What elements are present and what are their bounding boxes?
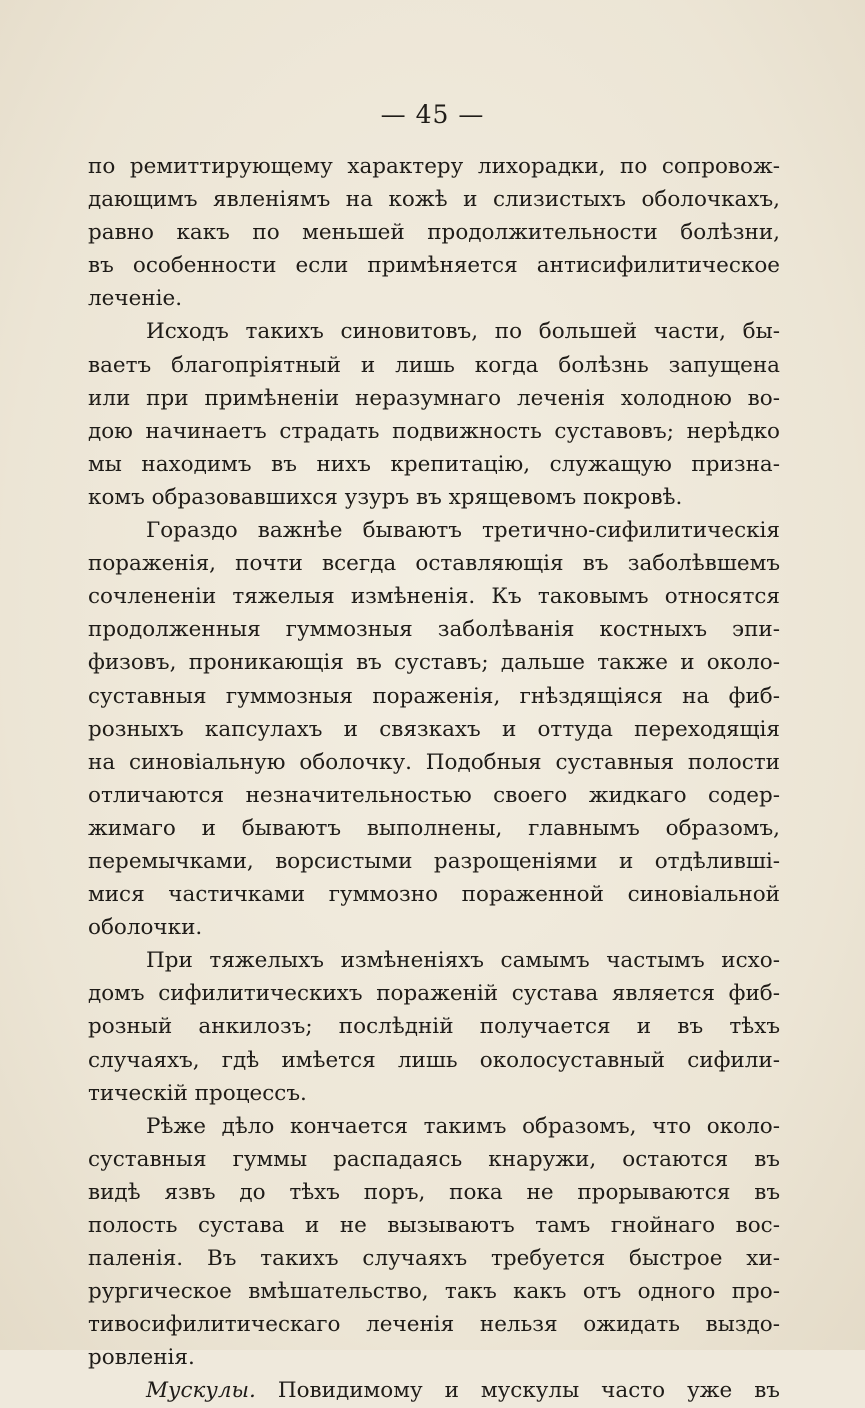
text-line: ваетъ благопріятный и лишь когда болѣзнь запущена (88, 352, 780, 378)
text-line: дающимъ явленіямъ на кожѣ и слизистыхъ оболочкахъ, (88, 187, 780, 213)
text-line: мы находимъ въ нихъ крепитацію, служащую призна- (88, 451, 780, 477)
paragraph (88, 1110, 780, 1375)
text-line: При тяжелыхъ измѣненіяхъ самымъ частымъ исхо- (146, 948, 780, 974)
text-line: оболочки. (88, 915, 203, 941)
text-line: Исходъ такихъ синовитовъ, по большей части, бы- (146, 319, 780, 345)
text-line: сочлененіи тяжелыя измѣненія. Къ таковымъ относятся (88, 584, 780, 610)
paragraph (88, 514, 780, 944)
text-line: Гораздо важнѣе бываютъ третично-сифилитическія (146, 518, 780, 544)
text-line: равно какъ по меньшей продолжительности болѣзни, (88, 220, 780, 246)
section-heading: Мускулы. (146, 1378, 256, 1404)
text-line: видѣ язвъ до тѣхъ поръ, пока не прорываются въ (88, 1179, 780, 1205)
text-line: комъ образовавшихся узуръ въ хрящевомъ покровѣ. (88, 484, 683, 510)
text-line: ровленія. (88, 1345, 195, 1371)
text-line: суставныя гуммы распадаясь кнаружи, остаются въ (88, 1146, 780, 1172)
text-line: тическій процессъ. (88, 1080, 307, 1106)
text-line: продолженныя гуммозныя заболѣванія костныхъ эпи- (88, 617, 780, 643)
text-line: суставныя гуммозныя пораженія, гнѣздящіяся на фиб- (88, 683, 780, 709)
text-line: или при примѣненіи неразумнаго леченія холодною во- (88, 385, 780, 411)
text-line: мися частичками гуммозно пораженной синовіальной (88, 882, 780, 908)
text-line: въ особенности если примѣняется антисифилитическое (88, 253, 780, 279)
text-line: на синовіальную оболочку. Подобныя суставныя полости (88, 749, 780, 775)
text-line: жимаго и бываютъ выполнены, главнымъ образомъ, (88, 815, 780, 841)
text-line: пораженія, почти всегда оставляющія въ заболѣвшемъ (88, 551, 780, 577)
text-line: Рѣже дѣло кончается такимъ образомъ, что около- (146, 1113, 780, 1139)
text-line: домъ сифилитическихъ пораженій сустава является фиб- (88, 981, 780, 1007)
text-line: физовъ, проникающія въ суставъ; дальше также и около- (88, 650, 780, 676)
text-line: паленія. Въ такихъ случаяхъ требуется быстрое хи- (88, 1246, 780, 1272)
text-line: тивосифилитическаго леченія нельзя ожидать выздо- (88, 1312, 780, 1338)
text-line: случаяхъ, гдѣ имѣется лишь околосуставный сифили- (88, 1047, 780, 1073)
paragraph (88, 944, 780, 1109)
final-line-text: Повидимому и мускулы часто уже въ (255, 1378, 780, 1404)
text-line: полость сустава и не вызываютъ тамъ гнойнаго вос- (88, 1213, 780, 1238)
paragraph (88, 315, 780, 514)
text-line: рургическое вмѣшательство, такъ какъ отъ одного про- (88, 1279, 780, 1305)
text-line: дою начинаетъ страдать подвижность суставовъ; нерѣдко (88, 418, 780, 444)
text-line: отличаются незначительностью своего жидкаго содер- (88, 782, 780, 808)
text-line: перемычками, ворсистыми разрощеніями и отдѣлившi- (88, 848, 780, 874)
page-number: — 45 — (380, 100, 485, 129)
body-text (88, 150, 780, 1408)
text-line: розный анкилозъ; послѣдній получается и въ тѣхъ (88, 1014, 780, 1040)
text-line: леченіе. (88, 286, 183, 312)
final-line (88, 1374, 780, 1407)
text-line: розныхъ капсулахъ и связкахъ и оттуда переходящія (88, 716, 780, 742)
paragraph (88, 150, 780, 315)
text-line: по ремиттирующему характеру лихорадки, по сопровож- (88, 154, 780, 179)
